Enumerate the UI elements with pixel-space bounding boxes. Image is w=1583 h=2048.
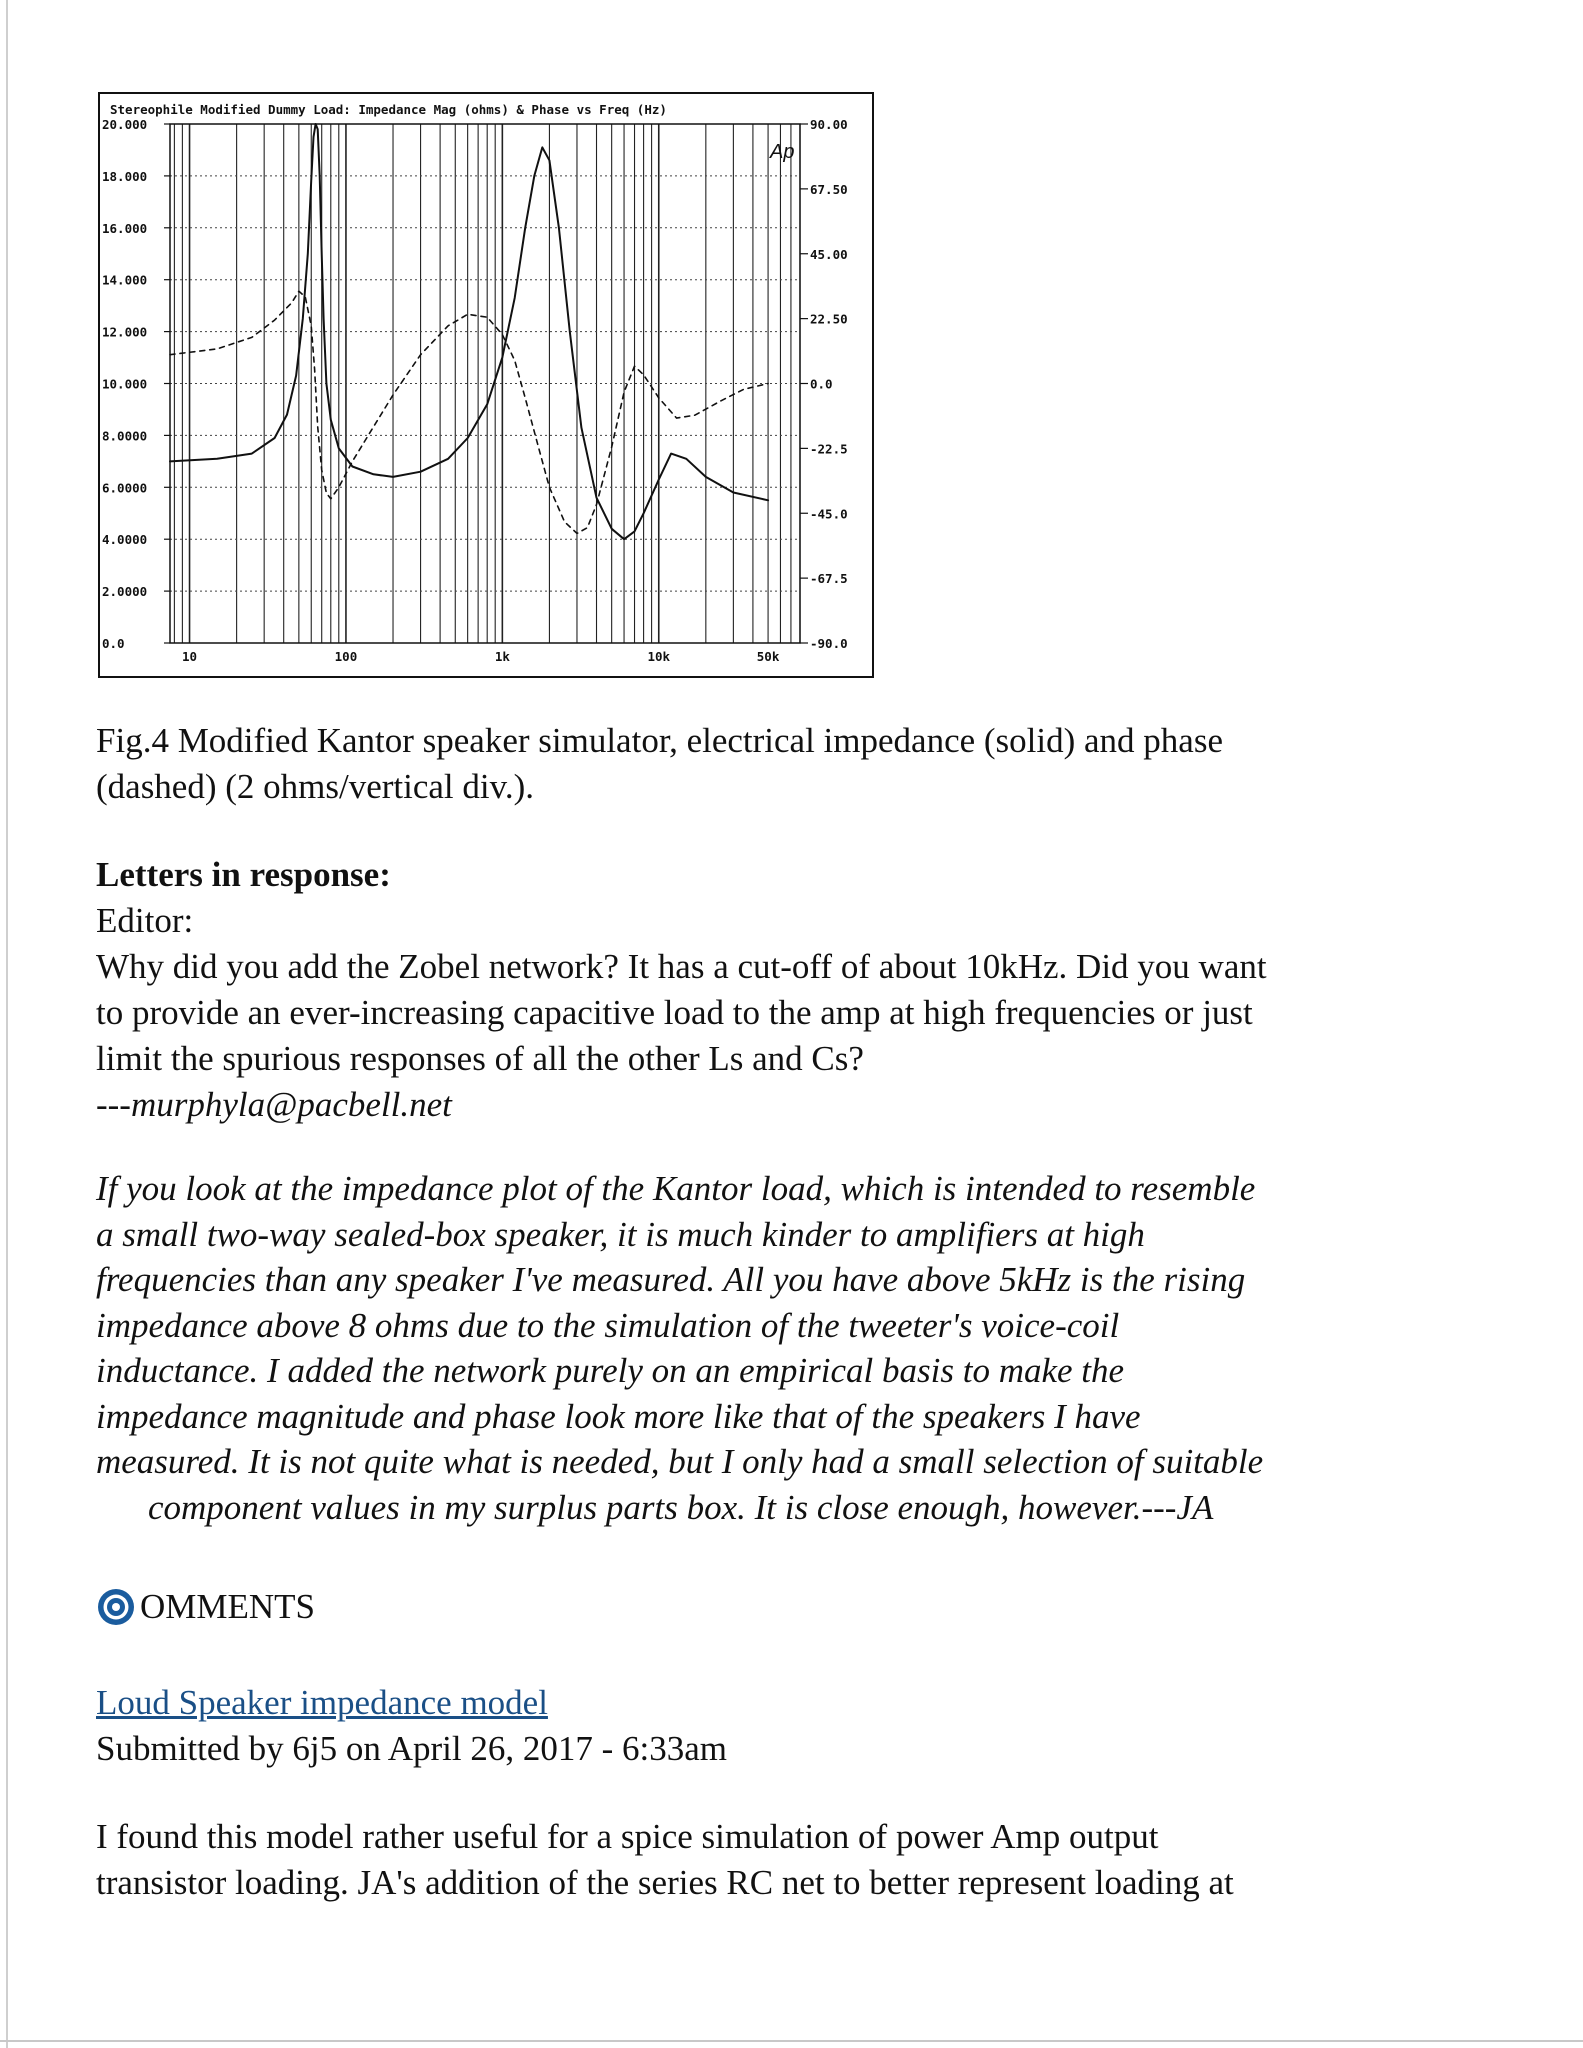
letter-signature: ---murphyla@pacbell.net (96, 1085, 452, 1124)
caption-line: (dashed) (2 ohms/vertical div.). (96, 767, 535, 806)
letters-heading: Letters in response: (96, 855, 391, 894)
x-tick-label: 50k (756, 649, 780, 664)
x-tick-label: 1k (494, 649, 510, 664)
ap-watermark: Ap (770, 141, 795, 163)
reply-line: impedance above 8 ohms due to the simulation of the tweeter's voice-coil (96, 1305, 1120, 1345)
comments-header (96, 1584, 315, 1630)
comment-line: transistor loading. JA's addition of the series RC net to better represent loading at (96, 1863, 1234, 1902)
target-circle-icon (96, 1587, 136, 1627)
y-right-tick-label: -90.0 (810, 636, 848, 651)
y-left-tick-label: 2.0000 (102, 584, 148, 600)
page-edge-bottom (0, 2040, 1583, 2042)
figure-caption (96, 718, 1516, 810)
y-left-tick-label: 6.0000 (102, 480, 148, 496)
comments-heading: OMMENTS (140, 1587, 316, 1626)
y-left-tick-label: 8.0000 (102, 428, 148, 444)
x-tick-label: 100 (334, 649, 358, 664)
chart-svg (98, 92, 874, 678)
y-right-tick-label: 0.0 (810, 376, 833, 392)
comment-meta: Submitted by 6j5 on April 26, 2017 - 6:33am (96, 1729, 727, 1768)
impedance-phase-chart (98, 92, 874, 678)
chart-frame (99, 93, 873, 677)
y-right-tick-label: 22.50 (810, 311, 848, 327)
y-right-tick-label: -22.5 (810, 441, 848, 457)
reply-line: inductance. I added the network purely on an empirical basis to make the (96, 1351, 1125, 1390)
y-right-tick-label: -67.5 (810, 571, 848, 587)
editor-reply (96, 1166, 1516, 1530)
reply-line: measured. It is not quite what is needed, but I only had a small selection of suitable (96, 1442, 1264, 1481)
y-left-tick-label: 18.000 (102, 168, 148, 184)
x-tick-label: 10 (182, 649, 198, 664)
comment-body (96, 1814, 1516, 1906)
comment-line: I found this model rather useful for a spice simulation of power Amp output (96, 1817, 1159, 1856)
page-edge (6, 0, 8, 2048)
comment-title-link[interactable]: Loud Speaker impedance model (96, 1683, 548, 1722)
letter-body (96, 944, 1516, 1082)
x-tick-label: 10k (647, 649, 671, 664)
y-right-tick-label: 67.50 (810, 181, 848, 197)
reply-line: impedance magnitude and phase look more like that of the speakers I have (96, 1396, 1141, 1436)
chart-title: Stereophile Modified Dummy Load: Impedance Mag (ohms) & Phase vs Freq (Hz) (110, 102, 667, 117)
y-left-tick-label: 10.000 (102, 376, 148, 392)
y-left-tick-label: 14.000 (102, 272, 148, 288)
letter-line: limit the spurious responses of all the other Ls and Cs? (96, 1039, 864, 1078)
y-right-tick-label: 90.00 (810, 117, 848, 132)
y-left-tick-label: 20.000 (102, 117, 148, 132)
y-left-tick-label: 4.0000 (102, 532, 148, 548)
caption-line: Fig.4 Modified Kantor speaker simulator, electrical impedance (solid) and phase (96, 721, 1223, 760)
editor-label: Editor: (96, 901, 194, 940)
y-right-tick-label: 45.00 (810, 246, 848, 262)
letter-line: Why did you add the Zobel network? It has a cut-off of about 10kHz. Did you want (96, 947, 1267, 986)
y-left-tick-label: 12.000 (102, 324, 148, 340)
y-left-tick-label: 16.000 (102, 220, 148, 236)
reply-line: a small two-way sealed-box speaker, it is much kinder to amplifiers at high (96, 1214, 1145, 1254)
reply-line: component values in my surplus parts box. It is close enough, however.---JA (148, 1487, 1214, 1527)
y-left-tick-label: 0.0 (102, 636, 125, 651)
y-right-tick-label: -45.0 (810, 506, 848, 522)
letter-line: to provide an ever-increasing capacitive load to the amp at high frequencies or just (96, 993, 1253, 1032)
reply-line: If you look at the impedance plot of the Kantor load, which is intended to resemble (96, 1169, 1256, 1208)
reply-line: frequencies than any speaker I've measured. All you have above 5kHz is the rising (96, 1260, 1246, 1299)
